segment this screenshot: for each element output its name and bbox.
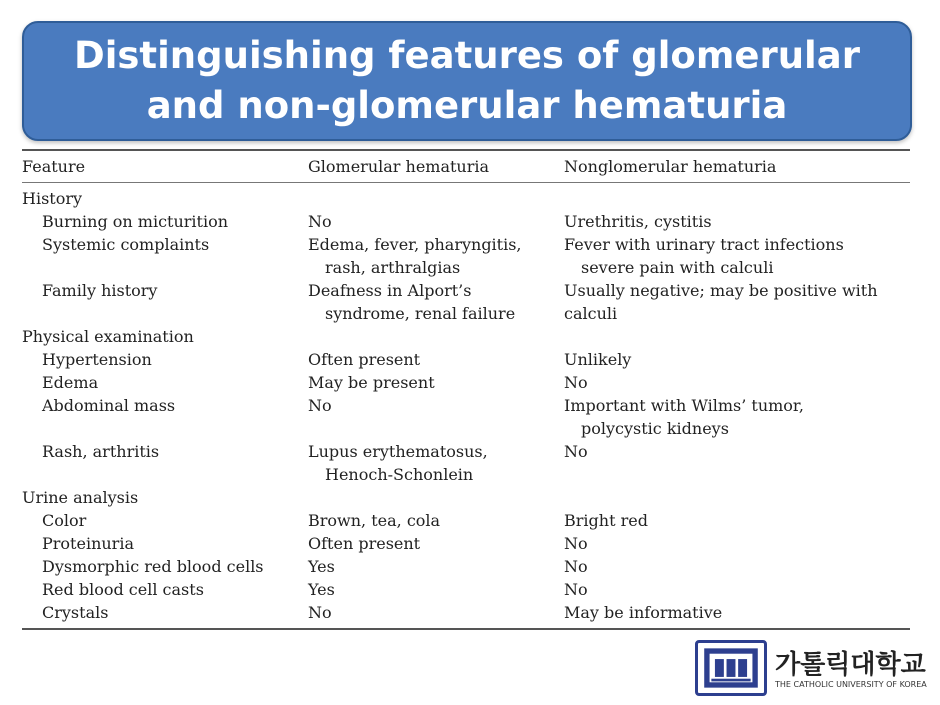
- table-row: [22, 233, 910, 279]
- university-logo: [695, 638, 927, 698]
- table-bottom-rule: [22, 628, 910, 630]
- cell-line: No: [564, 442, 588, 461]
- table-row: [22, 601, 910, 624]
- title-line-2: and non-glomerular hematuria: [146, 84, 788, 127]
- glomerular-cell: [308, 601, 564, 624]
- glomerular-cell: [308, 371, 564, 394]
- cell-line: Important with Wilms’ tumor,: [564, 396, 804, 415]
- cell-line: syndrome, renal failure: [325, 304, 516, 323]
- feature-cell: Dysmorphic red blood cells: [42, 557, 264, 576]
- nonglomerular-cell: [564, 601, 910, 624]
- cell-line: Yes: [308, 580, 335, 599]
- title-banner: [22, 21, 912, 141]
- title-line-1: Distinguishing features of glomerular: [74, 34, 860, 77]
- glomerular-cell: [308, 532, 564, 555]
- cell-line: Brown, tea, cola: [308, 511, 441, 530]
- table-row: [22, 371, 910, 394]
- cell-line: No: [564, 373, 588, 392]
- table-header-row: [22, 151, 910, 182]
- cell-line: Unlikely: [564, 350, 632, 369]
- cell-line: Yes: [308, 557, 335, 576]
- glomerular-cell: [308, 578, 564, 601]
- cell-line: Often present: [308, 534, 421, 553]
- feature-cell: Abdominal mass: [42, 396, 176, 415]
- table-row: [22, 348, 910, 371]
- cell-line: No: [564, 534, 588, 553]
- cell-line: Edema, fever, pharyngitis,: [308, 235, 522, 254]
- feature-cell: Hypertension: [42, 350, 152, 369]
- table-body: [22, 183, 910, 628]
- nonglomerular-cell: [564, 555, 910, 578]
- cell-line: rash, arthralgias: [325, 258, 461, 277]
- glomerular-cell: [308, 279, 564, 325]
- glomerular-cell: [308, 233, 564, 279]
- table-row: [22, 578, 910, 601]
- nonglomerular-cell: [564, 371, 910, 394]
- feature-cell: Color: [42, 511, 87, 530]
- feature-cell: Rash, arthritis: [42, 442, 160, 461]
- glomerular-cell: [308, 394, 564, 440]
- nonglomerular-cell: [564, 279, 910, 325]
- cell-line: No: [564, 557, 588, 576]
- university-emblem-icon: [695, 640, 767, 696]
- glomerular-cell: [308, 555, 564, 578]
- header-glomerular: Glomerular hematuria: [308, 157, 490, 176]
- nonglomerular-cell: [564, 233, 910, 279]
- cell-line: Fever with urinary tract infections: [564, 235, 844, 254]
- cell-line: polycystic kidneys: [581, 419, 729, 438]
- header-feature: Feature: [22, 157, 86, 176]
- table-row: [22, 509, 910, 532]
- table-row: [22, 279, 910, 325]
- nonglomerular-cell: [564, 440, 910, 486]
- cell-line: Lupus erythematosus,: [308, 442, 488, 461]
- section-label: Urine analysis: [22, 488, 139, 507]
- cell-line: Usually negative; may be positive with calculi: [564, 281, 878, 323]
- table-row: [22, 440, 910, 486]
- feature-cell: Systemic complaints: [42, 235, 210, 254]
- glomerular-cell: [308, 509, 564, 532]
- cell-line: Often present: [308, 350, 421, 369]
- section-row: [22, 187, 910, 210]
- feature-cell: Red blood cell casts: [42, 580, 204, 599]
- cell-line: No: [308, 603, 332, 622]
- glomerular-cell: [308, 348, 564, 371]
- feature-table: [22, 149, 910, 630]
- table-row: [22, 555, 910, 578]
- cell-line: Bright red: [564, 511, 648, 530]
- nonglomerular-cell: [564, 394, 910, 440]
- cell-line: May be present: [308, 373, 435, 392]
- cell-line: No: [564, 580, 588, 599]
- section-label: Physical examination: [22, 327, 194, 346]
- cell-line: Urethritis, cystitis: [564, 212, 712, 231]
- feature-cell: Crystals: [42, 603, 109, 622]
- cell-line: No: [308, 212, 332, 231]
- table-row: [22, 532, 910, 555]
- logo-name-korean: 가톨릭대학교: [775, 650, 926, 680]
- nonglomerular-cell: [564, 210, 910, 233]
- cell-line: Henoch-Schonlein: [325, 465, 474, 484]
- nonglomerular-cell: [564, 578, 910, 601]
- glomerular-cell: [308, 210, 564, 233]
- feature-cell: Edema: [42, 373, 99, 392]
- cell-line: Deafness in Alport’s: [308, 281, 472, 300]
- feature-cell: Burning on micturition: [42, 212, 229, 231]
- feature-cell: Proteinuria: [42, 534, 134, 553]
- section-row: [22, 486, 910, 509]
- glomerular-cell: [308, 440, 564, 486]
- section-row: [22, 325, 910, 348]
- cell-line: severe pain with calculi: [581, 258, 774, 277]
- table-row: [22, 394, 910, 440]
- feature-cell: Family history: [42, 281, 158, 300]
- header-nonglomerular: Nonglomerular hematuria: [564, 157, 777, 176]
- section-label: History: [22, 189, 83, 208]
- cell-line: No: [308, 396, 332, 415]
- nonglomerular-cell: [564, 348, 910, 371]
- nonglomerular-cell: [564, 509, 910, 532]
- cell-line: May be informative: [564, 603, 723, 622]
- table-row: [22, 210, 910, 233]
- logo-name-english: THE CATHOLIC UNIVERSITY OF KOREA: [775, 680, 927, 689]
- nonglomerular-cell: [564, 532, 910, 555]
